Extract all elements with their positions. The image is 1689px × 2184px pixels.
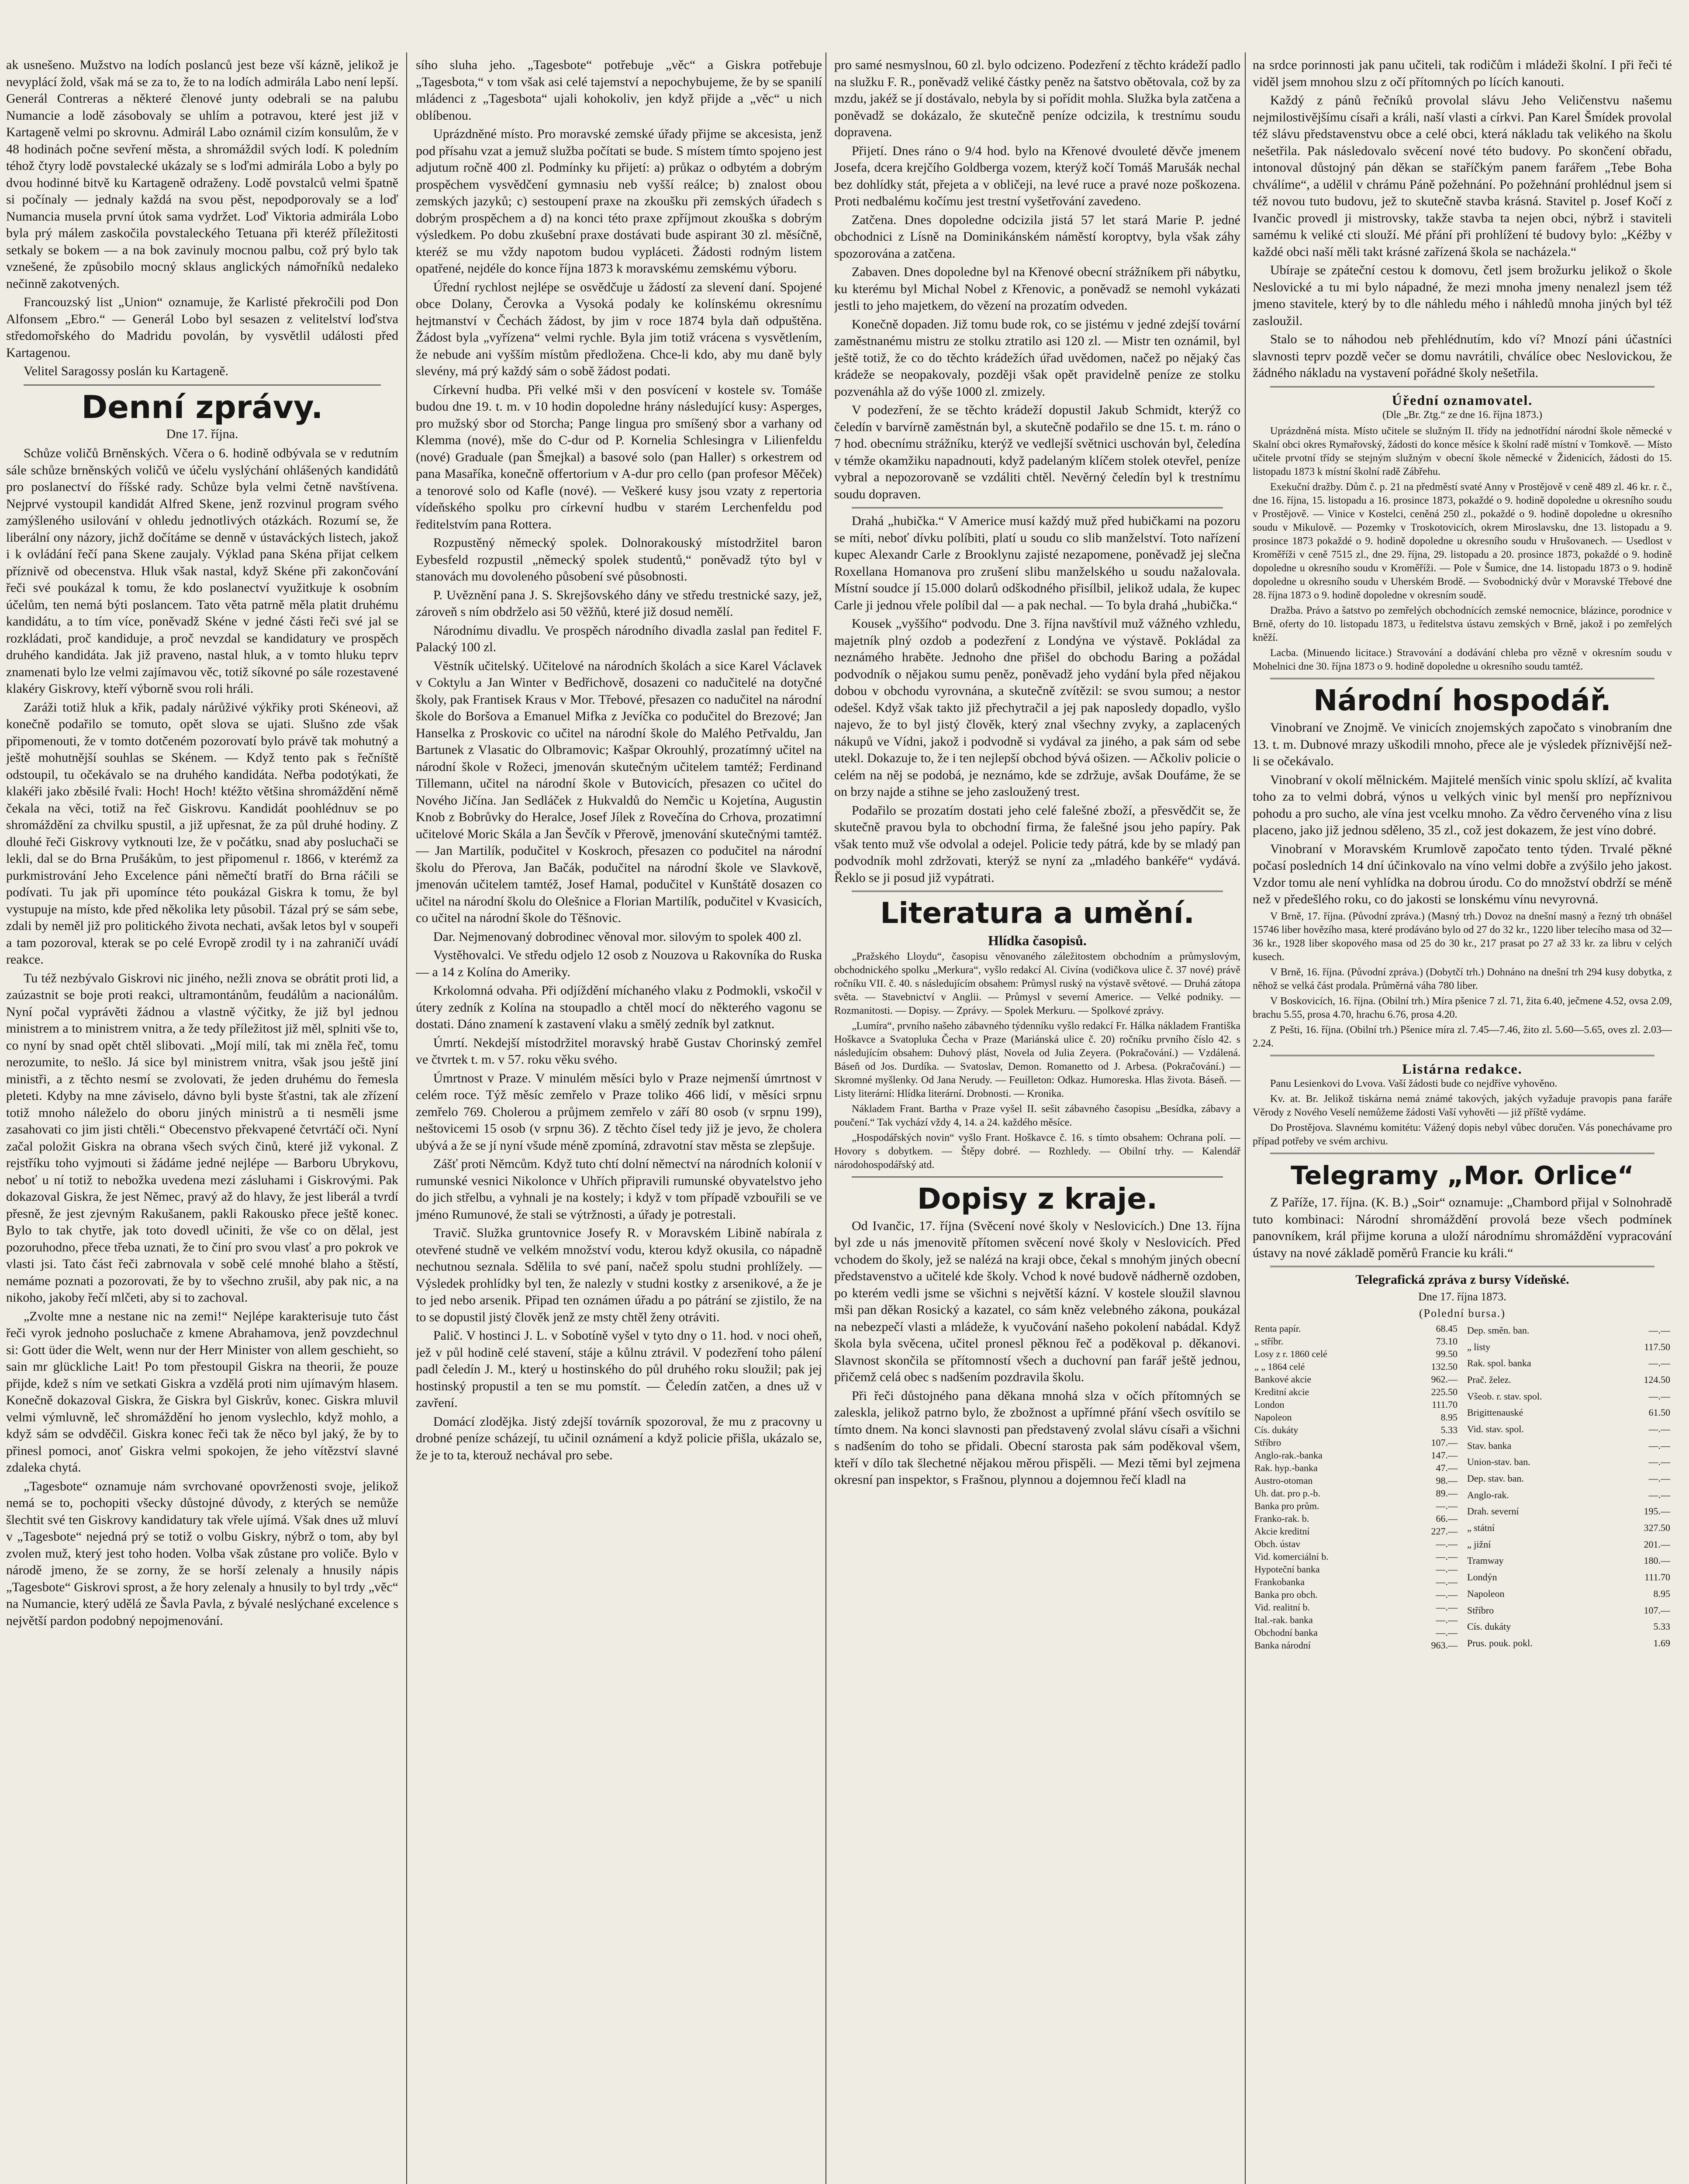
bourse-item: Brigittenauské <box>1467 1407 1523 1418</box>
article-text: Od Ivančic, 17. října (Svěcení nové školy v Neslovicích.) Dne 13. října byl zde u nás jmenovitě přítomen svěcení nové školy v Neslovicích. Před vchodem do školy, jež se nalézá na kraji obce, čekal s mnohým jiných obecní představenstvo a učitelé kde školy. Vchod k nové budově nádherně ozdoben, po kterém vedli jsme se všichni s největší kázní. V kostele sloužil slavnou mši pan děkan Rosický a kazatel, co sám kněz velebného zákona, poukázal na nebezpečí vlasti a mládeže, k vyučování našeho pokolení nabádal. Když škola byla svěcena, učitel pronesl pěknou řeč a poděkoval p. děkanovi. Slavnost skončila se přítomností všech a duchovní pan farář ještě jednou, přičemž celá obec s nadšením pozdravila školu. <box>834 1218 1240 1384</box>
bourse-row <box>1465 1503 1672 1520</box>
column-rule <box>1245 52 1246 2184</box>
article-text: Úmrtnost v Praze. V minulém měsíci bylo v Praze nejmenší úmrtnost v celém roce. Týž měsíc zemřelo v Praze toliko 466 lidí, v měsíci srpnu zemřelo 769. Cholerou a průjmem zemřelo v září 80 osob (v srpnu 199), neštovicemi 15 osob (v srpnu 36). Z těchto čísel tedy již je jevo, že cholera ubývá a že se jí nyní všude méně zpomíná, zdravotní stav města se zlepšuje. <box>416 1071 822 1153</box>
bourse-value: —.— <box>1648 1489 1670 1500</box>
article-text: Přijetí. Dnes ráno o 9/4 hod. bylo na Křenové dvouleté děvče jmenem Josefa, dcera krejčího Goldberga vozem, kterýž kočí Tomáš Marušák nechal bez dohlídky stát, přejeta a v obličeji, na levé ruce a pravé noze poškozena. Proti nedbalému kočímu jest trestní vyšetřování zavedeno. <box>834 143 1240 208</box>
bourse-value: —.— <box>1436 1589 1458 1600</box>
bourse-value: 180.— <box>1644 1555 1670 1566</box>
article-text: Palič. V hostinci J. L. v Sobotíně vyšel v tyto dny o 11. hod. v noci oheň, jež v půl hodině celé stavení, stáje a kůlnu ztrávil. V podezření toho pálení padl čeledín J. M., který u hostinského do půl druhého roku sloužil; pak jej hostinský propustil a ten se mu pomstít. — Čeledín zatčen, a dnes už v zavření. <box>416 1328 822 1410</box>
article-text: Drahá „hubička.“ V Americe musí každý muž před hubičkami na pozoru se míti, neboť dívku políbiti, platí u soudu co slib manželství. Toto nařízení kupec Alexandr Carle z Brooklynu zajisté nezapomene, poněvadž jej slečna Roxellana Homanova pro zrušení slibu manželského u soudu nažalovala. Místní soudce jí 15.000 dolarů odškodného přisílbil, jelikož udala, že kupec Carle ji jednou vřele políbil dal — a pak nechal. — To byla drahá „hubička.“ <box>834 514 1240 612</box>
bourse-item: Stříbro <box>1467 1604 1494 1616</box>
bourse-value: 5.33 <box>1653 1621 1670 1632</box>
article-text: Při řeči důstojného pana děkana mnohá slza v očích přítomných se zaleskla, jelikož patrno bylo, že zbožnost a upřímné přání všech osvítilo se tímto dnem. Na konci slavnosti pan představený zvolal slávu císaři a všichni s nadšením do toho se přidali. Obecní starosta pak sám poděkoval všem, kteří v dílo tak šlechetné nějakou měrou přispěli. — Mezi těmi byl zejmena okresní pan inspektor, s Frašnou, plynnou a dojemnou řečí kladl na <box>834 1388 1240 1487</box>
divider <box>1270 386 1654 387</box>
article-text: „Tagesbote“ oznamuje nám svrchované opovrženosti svoje, jelikož nemá se to, pochopiti všecky důstojné důvody, z kterých se nemůže šlechtit své ten Giskrovy kandidatury tak vřele ujímá. Však dnes už mluví v „Tagesbote“ nejedná prý se totiž o volbu Giskry, nýbrž o tom, aby byl zvolen muž, který jest toho hoden. Volba však zůstane pro voliče. Bylo v národě jmeno, že se zorny, že se horší zelenaly a hnusily nápis „Tagesbote“ Giskrovi sprost, a že hory zelenaly a hnusily to byl trdy „věc“ na Numancie, který udělá ze Šavla Pavla, z bývalé neslýchané excelence s největší pardon podobný nepojmenování. <box>6 1479 398 1628</box>
subsection-source: (Dle „Br. Ztg.“ ze dne 16. října 1873.) <box>1382 409 1542 421</box>
bourse-value: 962.— <box>1431 1373 1458 1385</box>
article-text: Dražba. Právo a šatstvo po zemřelých obchodnících zemské nemocnice, blázince, porodnice v Brně, oferty do 10. listopadu 1873, u ředitelstva ústavu zemských v Brně, jakož i po zemřelých kněží. <box>1253 605 1672 643</box>
bourse-row <box>1253 1398 1459 1411</box>
article-text: Uprázdněné místo. Pro moravské zemské úřady přijme se akcesista, jenž pod přísahu vzat a jemuž služba počítati se bude. S místem tímto spojeno jest adjutum ročně 400 zl. Podmínky ku přijetí: a) průkaz o odbytém a dobrým prospěchem vysvědčení gymnasiu neb vyšší reálce; b) znalost obou zemských jazyků; c) sestoupení praxe na zkoušku při zemských úřadech s dobrým prospěchem a d) na konci této praxe zpříjmout zkouška s dobrým výsledkem. Po dobu zkušební praxe dostávati bude aspirant 30 zl. měsíčně, kteréž se mu vždy napotom budou vypláceti. Žádosti rodným listem opatřené, nejdéle do konce října 1873 k moravskému zemskému výboru. <box>416 127 822 276</box>
bourse-item: Všeob. r. stav. spol. <box>1467 1390 1542 1402</box>
bourse-item: Dep. stav. ban. <box>1467 1473 1524 1484</box>
bourse-value: 132.50 <box>1431 1361 1458 1372</box>
article-text: sího sluha jeho. „Tagesbote“ potřebuje „věc“ a Giskra potřebuje „Tagesbota,“ v tom však asi celé tajemství a nepochybujeme, že by se spanilí mládenci z „Tagesbota“ ujali kohokoliv, jen když přijde a „věc“ u nich oblíbenou. <box>416 58 822 123</box>
bourse-row <box>1253 1550 1459 1563</box>
article-text: Lacba. (Minuendo licitace.) Stravování a dodávání chleba pro vězně v okresním soudu v Mohelnici dne 30. října 1873 o 9. hodině dopoledne u okresního soudu tamtéž. <box>1253 647 1672 672</box>
bourse-item: Renta papír. <box>1254 1323 1301 1334</box>
article-text: Zaráži totiž hluk a křik, padaly nárůživé výkřiky proti Skéneovi, až konečně podařilo se tomuto, opět slova se ujati. Slušno zde však připomenouti, že v tomto dotčeném pozorovatí bylo právě tak mohutný a ještě mohutnější souhlas se Skénem. — Když tento pak s řečníště odstoupil, tu očekávalo se na druhého kandidáta. Neřba podotýkati, že klakéři jako zběsilé řvali: Hoch! Hoch! ktéžto většina shromáždění němě čekala na věci, totiž na řeč Giskrovu. Kandidát poohlédnuv se po shromáždění za chvilku spustil, a již upřesnat, že za půl druhé hodiny. Z dlouhé řeči Giskrovy vytknouti lze, že v počátku, snad aby posluchači se lekli, dal se do Brna Prušákům, to jest připomenul r. 1866, v kterémž za purkmistrování Jeho Excelence páni němečtí bratří do Brna ráčili se podívati. Tu jak při upomínce této poukázal Giskra k tomu, že byl vystupuje na místo, kde před několika lety působil. Tázal prý se sám sebe, zdali by neměl již pro politického života nechati, avšak letos byl v soupeři a tam pozoroval, kterak se po celé Evropě zrodil ty i na zahraničí uvádí reakce. <box>6 700 398 967</box>
bourse-item: Frankobanka <box>1254 1576 1305 1587</box>
bourse-item: Napoleon <box>1467 1588 1505 1599</box>
bourse-row <box>1253 1449 1459 1462</box>
bourse-value: —.— <box>1648 1440 1670 1451</box>
bourse-value: —.— <box>1436 1538 1458 1549</box>
bourse-value: 8.95 <box>1440 1411 1458 1423</box>
bourse-value: 117.50 <box>1644 1341 1670 1352</box>
bourse-item: Uh. dat. pro p.-b. <box>1254 1487 1320 1499</box>
bourse-item: Rak. spol. banka <box>1467 1358 1531 1369</box>
bourse-item: Anglo-rak.-banka <box>1254 1449 1323 1461</box>
bourse-item: Rak. hyp.-banka <box>1254 1462 1318 1473</box>
bourse-row <box>1465 1536 1672 1552</box>
bourse-value: 61.50 <box>1648 1407 1670 1418</box>
article-text: Z Pešti, 16. října. (Obilní trh.) Pšenice míra zl. 7.45—7.46, žito zl. 5.60—5.65, oves zl. 2.03—2.24. <box>1253 1024 1672 1049</box>
bourse-value: 111.70 <box>1644 1572 1670 1583</box>
bourse-value: 107.— <box>1431 1437 1458 1448</box>
subsection-title: Listárna redakce. <box>1402 1061 1523 1077</box>
bourse-value: 8.95 <box>1653 1588 1670 1599</box>
bourse-item: Bankové akcie <box>1254 1373 1312 1385</box>
bourse-value: —.— <box>1648 1358 1670 1369</box>
bourse-value: —.— <box>1436 1563 1458 1575</box>
bourse-value: 124.50 <box>1644 1374 1670 1385</box>
bourse-item: Stříbro <box>1254 1437 1281 1448</box>
column-4 <box>1253 57 1672 2184</box>
bourse-item: Prač. želez. <box>1467 1374 1511 1385</box>
bourse-value: —.— <box>1648 1473 1670 1484</box>
article-text: pro samé nesmyslnou, 60 zl. bylo odcizeno. Podezření z těchto krádeží padlo na služku F. R., poněvadž veliké částky peněz na šatstvo obětovala, což by za mzdu, jakéž se jí dostávalo, nebyla by si pořídit mohla. Služka byla zatčena a poněvadž se dokázalo, že skutečně peníze odcizila, k trestnímu soudu dopravena. <box>834 58 1240 139</box>
bourse-date: Dne 17. října 1873. <box>1418 1290 1506 1303</box>
article-text: V podezření, že se těchto krádeží dopustil Jakub Schmidt, kterýž co čeledín v barvírně zaměstnán byl, a skutečně podařilo se dne 15. t. m. ráno o 7 hod. obecnímu strážníku, kterýž ve vedlejší světnici uschován byl, čeledína v témže okamžiku napadnouti, když padelaným klíčem stolek otevřel, peníze vybral a nepozorovaně se vzdáliti chtěl. Nevěrný čeledín byl k trestnímu soudu dopraven. <box>834 403 1240 501</box>
bourse-value: 89.— <box>1436 1487 1458 1499</box>
column-2 <box>416 57 822 2184</box>
divider <box>24 384 381 386</box>
bourse-value: 195.— <box>1644 1506 1670 1517</box>
divider <box>1270 1266 1654 1267</box>
subsection-title: Hlídka časopisů. <box>988 933 1087 948</box>
article-text: Národnímu divadlu. Ve prospěch národního divadla zaslal pan ředitel F. Palacký 100 zl. <box>416 623 822 654</box>
bourse-value: 98.— <box>1436 1475 1458 1486</box>
bourse-row <box>1253 1373 1459 1386</box>
article-text: Tu též nezbývalo Giskrovi nic jiného, nežli znova se obrátit proti lid, a zaúzastnit se boje proti reakci, ultramontánům, feudálům a nacionálům. Nyní počal vyprávěti žádnou a vlastně výčitky, že již byl jednou ministrem a to ministrem vnitra, a že tedy příležitost již měl, splniti vše to, co nyní by snad opět chtěl slibovati. „Mojí milí, tak mi zněla řeč, tomu nerozumite, to nešlo. Já sice byl ministrem vnitra, však jsou ještě jiní ministři, a z těchto nesmí se zvolovati, že jeden druhému do řemesla pleteti. Kdyby na mne záviselo, dávno byli byste šťastni, tak ale zřízení totiž mnoho náleželo do oboru jiných ministrů a ti nesměli jsme zasahovati co jim jisti chtěli.“ Obecenstvo překvapené četvrtáčí oči. Nyní začal položit Giskra na obrana všech svých činů, které již vykonal. Z rejstříku toho vyjmouti si žádáme jedné nejlépe — Barboru Ubrykovu, neboť u ní totiž to nebožka uvedena mezi zásluhami i Giskrovými. Pak dokazoval Giskra, že jest Němec, pravý až do hlavy, že jest liberál a tvrdí přesně, že jest zjevným Rakušanem, pakli Rakousko přece ještě konec. Bylo to tak chytře, jak toto dovedl učiniti, že vše co on dělal, jest pozoruhodno, přece třeba uznati, že to činí pro svou vlasť a pro pokrok ve vlasti jsi. Tato část řeči zabrnovala v sobě celé mnohé blaho a štěstí, nemáme poznati a pozorovati, že by to všechno zrušil, aby pak nic, a na nikoho, jakoby řečí mlčeti, aby si to zachoval. <box>6 971 398 1305</box>
subsection-title: Úřední oznamovatel. <box>1392 392 1533 408</box>
bourse-item: Drah. severní <box>1467 1506 1519 1517</box>
bourse-value: 201.— <box>1644 1538 1670 1550</box>
article-text: V Boskovicích, 16. října. (Obilní trh.) Míra pšenice 7 zl. 71, žita 6.40, ječmene 4.52, ovsa 2.09, brachu 5.55, prosa 4.70, hrachu 6.76, prosa 4.20. <box>1253 995 1672 1020</box>
bourse-value: 963.— <box>1431 1639 1458 1651</box>
bourse-title: Telegrafická zpráva z bursy Vídeňské. <box>1355 1272 1569 1287</box>
article-text: Věstník učitelský. Učitelové na národních školách a sice Karel Václavek v Coktylu a Jan Winter v Bedřichově, dosazeni co nadučitelé na dotyčné školy, pak Frantisek Kraus v Mor. Třebové, přesazen co nadučitel na národní škole do Boršova a Emanuel Mifka z Jevíčka co podučitel do Brezové; Jan Hanselka z Proskovic co učitel na národní škole do Malého Petřvaldu, Jan Bartunek z Vlasatic do Olbramovic; Kašpar Okrouhlý, prozatímný učitel na národní škole v Rožeci, jmenován skutečným učitelem tamtéž; Ferdinand Tillemann, učitel na národní škole v Butovicích, přesazen co učitel do Nového Jičína. Jan Sedláček z Hukvaldů do Nemčic u Kojetína, Augustin Knob z Bobrůvky do Heralce, Josef Jílek z Rovečína do Crhova, prozatimní učitelové Moric Skála a Jan Ševčík v Přerově, jmenování skutečnými tamtéž. — Jan Martilík, podučitel v Koskroch, přesazen co podučitel na národní školu do Přerova, Jan Bačák, podučitel na národní škole ve Slavkově, jmenován učitelem tamtéž, Josef Hamal, podučitel v Kunštátě dosazen co učitel na národní školu do Olešnice a Florian Martilík, podučitel v Kvasicích, co učitel na národní škole do Těšnovic. <box>416 658 822 925</box>
bourse-item: Union-stav. ban. <box>1467 1456 1530 1468</box>
bourse-item: Losy z r. 1860 celé <box>1254 1348 1327 1359</box>
article-text: Panu Lesienkovi do Lvova. Vaší žádosti bude co nejdříve vyhověno. <box>1270 1078 1558 1089</box>
article-text: na srdce porinnosti jak panu učiteli, tak rodičům i mládeži školní. I při řeči té viděl jsem mnohou slzu z očí přítomných po lících kanouti. <box>1253 58 1672 89</box>
bourse-item: Franko-rak. b. <box>1254 1513 1309 1524</box>
article-text: Rozpustěný německý spolek. Dolnorakouský místodržitel baron Eybesfeld rozpustil „německý spolek studentů,“ poněvadž týto byl v stanovách mu dovoleného působení své působnosti. <box>416 536 822 584</box>
bourse-value: 47.— <box>1436 1462 1458 1473</box>
article-text: Zášť proti Němcům. Když tuto chtí dolní němectví na národních kolonií v rumunské vesnici Nikolonce v Uhřích připravili rumunské obyvatelstvo jeho do jich střelbu, a vyhnali je na kostely; i když v tom případě vzbouřili se ve jméno Rumunové, že stali se výtržnosti, a úřady je potrestali. <box>416 1157 822 1222</box>
article-text: Podařilo se prozatím dostati jeho celé falešné zboží, a přesvědčit se, že skutečně pravou byla to obchodní firma, že falešné jsou jeho papíry. Pak však tento muž vše odvolal a odejel. Policie tedy pátrá, kde by se mladý pan podvodník mohl zdržovati, kterýž se nyní za „mladého bankéře“ vydává. Řeklo se ji posud již vypátrati. <box>834 803 1240 885</box>
article-text: Domácí zlodějka. Jistý zdejší továrník spozoroval, že mu z pracovny u drobné peníze scházejí, tu učinil oznámení a když policie přišla, ukázalo se, že je to ta, kterouž nechával pro sebe. <box>416 1414 822 1462</box>
bourse-value: —.— <box>1436 1627 1458 1638</box>
section-title-dopisy: Dopisy z kraje. <box>917 1182 1158 1216</box>
bourse-row <box>1253 1601 1459 1614</box>
bourse-value: —.— <box>1648 1324 1670 1336</box>
bourse-row <box>1253 1525 1459 1538</box>
bourse-row <box>1253 1512 1459 1525</box>
bourse-item: Prus. pouk. pokl. <box>1467 1638 1533 1649</box>
article-text: „Pražského Lloydu“, časopisu věnovaného záležitostem obchodním a průmyslovým, obchodnického spolku „Merkura“, vyšlo redakcí Al. Civína (vodičkova ulice č. 37 nové) právě ročníku VII. č. 40. s následujícím obsahem: Průmysl ruský na výstavě světové. — Druhá zátopa světa. — Stavebnictví v Anglii. — Průmysl v severní Americe. — Velké podniky. — Rozmanitosti. — Dopisy. — Zprávy. — Spolek Merkuru. — Spolkové zprávy. <box>834 950 1240 1016</box>
bourse-item: Stav. banka <box>1467 1440 1512 1451</box>
bourse-item: Banka pro prům. <box>1254 1500 1319 1511</box>
bourse-item: Banka národní <box>1254 1639 1311 1651</box>
bourse-row <box>1253 1626 1459 1639</box>
bourse-value: 227.— <box>1431 1525 1458 1537</box>
divider <box>852 891 1223 892</box>
bourse-value: 5.33 <box>1440 1424 1458 1435</box>
bourse-item: Vid. realitní b. <box>1254 1601 1310 1613</box>
bourse-value: 327.50 <box>1644 1522 1670 1534</box>
bourse-value: —.— <box>1648 1456 1670 1468</box>
bourse-row <box>1465 1520 1672 1536</box>
bourse-item: „ státní <box>1467 1522 1495 1534</box>
bourse-row <box>1465 1388 1672 1404</box>
bourse-row <box>1465 1635 1672 1652</box>
bourse-item: Napoleon <box>1254 1411 1292 1423</box>
bourse-row <box>1253 1322 1459 1335</box>
article-text: Úmrtí. Nekdejší místodržitel moravský hrabě Gustav Chorinský zemřel ve čtvrtek t. m. v 57. roku věku svého. <box>416 1035 822 1067</box>
article-text: Travič. Služka gruntovnice Josefy R. v Moravském Libině nabírala z otevřené studně ve velkém množství vodu, kterou když okusila, co nápadně nechutnou seznala. Sdělila to své paní, načež spolu studni prohlížely. — Výsledek prohlídky byl ten, že nalezly v studni kostky z arsenikové, a že je to jed nebo arsenik. Připad ten oznámen úřadu a po pátrání se zjistilo, že na to se dopustil jistý člověk jenž ze msty chtěl ženy otráviti. <box>416 1226 822 1324</box>
article-text: Každý z pánů řečníků provolal slávu Jeho Veličenstvu našemu nejmilostivějšímu císaři a králi, naší vlasti a církvi. Pan Karel Šmídek provolal též slávu představenstvu obce a celé obci, která nákladu tak velikého na školu nešetřila. Pak následovalo svěcení nové této budovy. Po skončení obřadu, intonoval důstojný pán děkan se staříčkým panem farářem „Tebe Boha chválíme“, a udělil v chrámu Páně požehnání. Po požehnání prohlédnul jsem si též novou tuto budovu, jež to skutečně stavba krásná. Stavitel p. Josef Kočí z Ivančic provedl ji mistrovsky, takže stavba ta nejen obci, nýbrž i staviteli samému k veliké cti slouží. Mé přání při prohlížení té budovy bylo: „Kéžby v každé obci naší měli takt krásné zařízená škola se nacházela.“ <box>1253 93 1672 259</box>
column-3 <box>834 57 1240 2184</box>
article-text: P. Uvěznění pana J. S. Skrejšovského dány ve středu trestnické sazy, jež, zároveň s ním obdrželo asi 50 věžňů, které již dosud nemělí. <box>416 587 822 619</box>
bourse-item: Cís. dukáty <box>1467 1621 1511 1632</box>
section-title-denni-zpravy: Denní zprávy. <box>81 388 323 425</box>
bourse-row <box>1253 1538 1459 1550</box>
bourse-item: Ital.-rak. banka <box>1254 1614 1313 1625</box>
article-text: Velitel Saragossy poslán ku Kartageně. <box>24 364 229 378</box>
bourse-item: Dep. směn. ban. <box>1467 1324 1530 1336</box>
bourse-value: —.— <box>1648 1390 1670 1402</box>
bourse-row <box>1253 1386 1459 1398</box>
bourse-row <box>1253 1639 1459 1652</box>
bourse-row <box>1253 1411 1459 1424</box>
article-text: Stalo se to náhodou neb přehlédnutím, kdo ví? Mnozí páni účastníci slavnosti teprv pozdě večer se domu navrátili, chválíce obec Neslovickou, že žádného nákladu na vystavení pořádné školy nešetřila. <box>1253 332 1672 380</box>
bourse-row <box>1465 1421 1672 1438</box>
bourse-row <box>1253 1348 1459 1360</box>
bourse-row <box>1465 1355 1672 1372</box>
divider <box>852 507 1223 508</box>
bourse-row <box>1253 1563 1459 1576</box>
section-title-telegramy: Telegramy „Mor. Orlice“ <box>1291 1161 1634 1190</box>
bourse-item: London <box>1254 1399 1285 1410</box>
bourse-row <box>1465 1552 1672 1569</box>
article-text: V Brně, 16. října. (Původní zpráva.) (Dobytčí trh.) Dohnáno na dnešní trh 294 kusy dobytka, z něhož se velká část prodala. Průměrná váha 780 liber. <box>1253 966 1672 992</box>
column-1 <box>6 57 398 2184</box>
article-text: Vystěhovalci. Ve středu odjelo 12 osob z Nouzova u Rakovníka do Ruska — a 14 z Kolína do Ameriky. <box>416 948 822 979</box>
bourse-value: —.— <box>1436 1614 1458 1625</box>
bourse-row <box>1253 1500 1459 1512</box>
bourse-row <box>1465 1569 1672 1586</box>
bourse-row <box>1465 1486 1672 1503</box>
bourse-row <box>1465 1602 1672 1618</box>
bourse-item: Londýn <box>1467 1572 1497 1583</box>
bourse-table-left <box>1253 1322 1459 1652</box>
bourse-row <box>1253 1335 1459 1348</box>
article-text: Církevní hudba. Při velké mši v den posvícení v kostele sv. Tomáše budou dne 19. t. m. v 10 hodin dopoledne hrány následující kusy: Asperges, pro mužský sbor od Storcha; Pange lingua pro smíšený sbor a varhany od Klemma (nové), mše do C-dur od P. Kornelia Schlesingra v Lilienfeldu (nové) Graduale (pan Šmejkal) a basové solo (pan Haller) s orkestrem od pana Masaříka, konečně offertorium v A-dur pro cello (pan profesor Měček) a tenorové solo od Kafle (nové). — Veškeré kusy jsou vzaty z repertoria vídeňského spolku pro církevní hudbu v starém Lerchenfeldu pod ředitelstvím pana Rottera. <box>416 382 822 532</box>
bourse-row <box>1253 1360 1459 1373</box>
bourse-row <box>1465 1470 1672 1487</box>
bourse-item: Tramway <box>1467 1555 1504 1566</box>
bourse-item: Kreditní akcie <box>1254 1386 1309 1397</box>
section-title-narodni-hospodar: Národní hospodář. <box>1313 684 1611 717</box>
bourse-row <box>1465 1404 1672 1421</box>
bourse-item: Obch. ústav <box>1254 1538 1301 1549</box>
article-text: „Zvolte mne a nestane nic na zemi!“ Nejlépe karakterisuje tuto část řeči vyrok jednoho posluchače z kmene Abrahamova, jenž povzdechnul si: Gott üder die Welt, wenn nur der Herr Minister von allem geschieht, so sain mr glückliche Lait! Po tom přestoupil Giskra na theorii, že pouze přijde, kdež s ním ve setkati Giskra a vzdělá proti nim ujímavým hlasem. Konečně dokazoval Giskra, že Giskra byl Giskrův, konec. Giskra mluvil velmi výmluvně, leč shromáždění ho jenom vyslechlo, když mohlo, a když sám se odvděčil. Giskra konec řeči tak že něco byl jaký, že by to přinesl pomoci, anoť Giskra velmi spokojen, že jeho vítězství slavné zdaleka chytá. <box>6 1309 398 1475</box>
bourse-item: „ jižní <box>1467 1538 1491 1550</box>
divider <box>1270 1153 1654 1154</box>
bourse-row <box>1253 1614 1459 1626</box>
bourse-item: Hypoteční banka <box>1254 1563 1320 1575</box>
bourse-value: —.— <box>1436 1601 1458 1613</box>
section-date: Dne 17. října. <box>166 426 238 441</box>
bourse-value: —.— <box>1436 1576 1458 1587</box>
bourse-value: —.— <box>1436 1500 1458 1511</box>
article-text: Kousek „vyššího“ podvodu. Dne 3. října navštívil muž vážného vzhledu, majetník plný ozdob a podezření z Londýna ve výstavě. Pokládal za neznámého hraběte. Jednoho dne přišel do obchodu Baring a požádal podvodník o nějakou sumu peněz, poněvadž jeho vydání byla před nějakou dobou v obchodu vyrovnána, a skutečně zvítězil: se svou sumou; a nestor odešel. Když však takto již přechytračil a jej pak naposledy dopadlo, vyšlo najevo, že to byl jistý člověk, který znal všechny zvyky, a zaplacených nákupů ve Vídni, jakož i podvodně si vydával za jiného, a pak sám od sebe utekl. Dokazuje to, že i ten nejlepší obchod bývá ošizen. — Ačkoliv policie o celém na něj se podobá, je neznámo, kde se zdržuje, avšak Doufáme, že se on brzy najde a stihne se jeho zasloužený trest. <box>834 616 1240 799</box>
bourse-item: „ listy <box>1467 1341 1491 1352</box>
article-text: Francouzský list „Union“ oznamuje, že Karlisté překročili pod Don Alfonsem „Ebro.“ — Generál Lobo byl sesazen z velitelství loďstva středomořského do Madridu povolán, by vysvětlil události před Kartagenou. <box>6 295 398 360</box>
bourse-value: —.— <box>1648 1423 1670 1434</box>
section-title-literatura: Literatura a umění. <box>880 896 1195 930</box>
article-text: Schůze voličů Brněnských. Včera o 6. hodině odbývala se v redutním sále schůze brněnských voličů ve účelu vyslýchání ohlášených kandidátů pro poslanectví do říšské rady. Schůze byla velmi četně navštívena. Nejprvé vystoupil kandidát Alfred Skene, jenž rozvinul program svého zamýšleného usilování v ohledu jednotlivých otázkách. Rozumí se, že liberální ony názory, jichž dočítáme se denně v ústaváckých listech, jakož i k ovládání řečí pana Skene zaujaly. Výklad pana Skéna přijat celkem příznivě od obecenstva. Hluk však nastal, když Skéne při zakončování řeči své poukázal k tomu, že kdo poslanectví využitkuje k osobním účelům, ten nemá býti poslancem. Tato věta patrně měla platit druhému kandidátu, a to tím více, poněvadž Skéne v jedné části řeči své jal se rozkládati, proč kandiduje, a proč nevzdal se kandidatury ve prospěch druhého kandidáta. Jak již praveno, nastal hluk, a v tomto hluku teprv znamenati bylo lze velmi zajímavou věc, totiž síkovné po sále rozestavené klakéry Giskrovy, kteří výborně svou roli hráli. <box>6 446 398 696</box>
bourse-item: „ stříbr. <box>1254 1335 1283 1347</box>
bourse-value: 107.— <box>1644 1604 1670 1616</box>
article-text: „Lumíra“, prvního našeho zábavného týdenníku vyšlo redakcí Fr. Hálka nákladem Františka Hoškavce a Svatopluka Čecha v Praze (Mariánská ulice č. 20) ročníku prvního číslo 42. s následujícím obsahem: Duhový plást, Novela od Julia Zeyera. (Pokračování.) — Vzdálená. Báseň od Jos. Durdíka. — Svatoslav, Demon. Romanetto od J. Arbesa. (Pokračování.) — Skromné myšlenky. Od Jana Nerudy. — Feuilleton: Odkaz. Humoreska. Hlas života. Báseň. — Listy literární: Hlídka literární. Drobnosti. — Kronika. <box>834 1020 1240 1099</box>
bourse-subtitle: (Polední bursa.) <box>1419 1307 1506 1320</box>
bourse-item: Cís. dukáty <box>1254 1424 1299 1435</box>
bourse-row <box>1253 1576 1459 1588</box>
article-text: Kv. at. Br. Jelikož tiskárna nemá známé takových, jakých vyžaduje pravopis pana faráře Věrody z Nového Veselí nemůžeme žádosti Vaší vyhověti — již příště vydáme. <box>1253 1093 1672 1118</box>
bourse-row <box>1465 1437 1672 1454</box>
bourse-value: 99.50 <box>1436 1348 1458 1359</box>
article-text: Z Paříže, 17. října. (K. B.) „Soir“ oznamuje: „Chambord přijal v Solnohradě tuto kombinaci: Národní shromáždění provolá beze všech podmínek panovníkem, král přijme koruna a uloží národnímu shromáždění vypracování ústavy na nové základě poměrů Francie ku králi.“ <box>1253 1195 1672 1260</box>
article-text: Krkolomná odvaha. Při odjíždění míchaného vlaku z Podmokli, vskočil v útery zedník z Kolína na stoupadlo a chtěl mocí do některého vagonu se dostati. Dáno znamení k zastavení vlaku a smělý zedník byl zatknut. <box>416 983 822 1031</box>
bourse-value: 73.10 <box>1436 1335 1458 1347</box>
article-text: Vinobraní v okolí mělnickém. Majitelé menších vinic spolu sklízí, ač kvalita toho za to velmi dobrá, výnos u velkých vinic byl menší pro nepříznivou pohodu a pro sucho, ale vína jest vcelku mnoho. Za vědro červeného vína z lisu placeno, jako již jednou sděleno, 35 zl., což jest dokazem, že jest víno dobré. <box>1253 772 1672 837</box>
bourse-item: Akcie kreditní <box>1254 1525 1310 1537</box>
article-text: Vinobraní ve Znojmě. Ve vinicích znojemských započato s vinobraním dne 13. t. m. Dubnové mrazy uškodili mnoho, přece ale je výsledek příznivější než-li se očekávalo. <box>1253 720 1672 768</box>
bourse-row <box>1465 1338 1672 1355</box>
bourse-item: Vid. komerciální b. <box>1254 1551 1329 1562</box>
bourse-row <box>1253 1424 1459 1436</box>
bourse-table-right <box>1465 1322 1672 1652</box>
article-text: Zatčena. Dnes dopoledne odcizila jistá 57 let stará Marie P. jedné obchodnici z Lísně na Dominikánském náměstí koroptvy, byla však záhy spozorována a zatčena. <box>834 212 1240 261</box>
article-text: Dar. Nejmenovaný dobrodinec věnoval mor. silovým to spolek 400 zl. <box>433 929 802 944</box>
divider <box>852 1176 1223 1178</box>
article-text: Zabaven. Dnes dopoledne byl na Křenové obecní strážníkem při nábytku, ku kterému byl Michal Nobel z Křenovic, a poněvadž se nemohl vykázati jestli to jeho majetkem, do vězení na prozatím odveden. <box>834 265 1240 313</box>
bourse-row <box>1253 1436 1459 1449</box>
bourse-row <box>1465 1454 1672 1470</box>
article-text: Exekuční dražby. Dům č. p. 21 na předměstí svaté Anny v Prostějově v ceně 489 zl. 46 kr. r. č., dne 16. října, 15. listopadu a 16. prosince 1873, pokaždé o 9. hodině dopoledne u okresního soudu v Prostějově. — Vinice v Kostelci, ceněná 250 zl., pokaždé o 9. hodině dopoledne u okresního soudu v Mikulově. — Pozemky v Troskotovicích, okrem Miroslavsku, dne 13. listopadu a 9. prosince 1873 pokaždé o 9. hodině dopoledne u okresního soudu v Hrušovanech. — Usedlost v Kroměříži v ceně 7515 zl., dne 29. října, 29. listopadu a 20. prosince 1873, pokaždé o 9. hodině dopoledne u okresního soudu v Kroměříži. — Pole v Šumice, dne 14. listopadu 1873 o 9. hodině dopoledne u okresního soudu v Uherském Brodě. — Svobodnický dvůr v Moravské Třebové dne 28. října 1873 o 9. hodině dopoledne v okresním soudě. <box>1253 481 1672 601</box>
bourse-item: Obchodní banka <box>1254 1627 1318 1638</box>
bourse-item: Anglo-rak. <box>1467 1489 1509 1500</box>
article-text: Úřední rychlost nejlépe se osvědčuje u žádostí za slevení daní. Spojené obce Dolany, Čerovka a Vysoká podaly ke kolínskému okresnímu hejtmanství v Čechách žádost, by jim v roce 1874 byla daň odpuštěna. Žádost byla „vyřízena“ velmi rychle. Byla jim totiž vrácena s vysvětlením, že nebude ani vyšším místům předložena. Chce-li kdo, aby mu daně byly slevény, má prý každý sám o sobě žádost podati. <box>416 280 822 378</box>
bourse-row <box>1465 1618 1672 1635</box>
bourse-value: —.— <box>1436 1551 1458 1562</box>
article-text: „Hospodářských novin“ vyšlo Frant. Hoškavce č. 16. s tímto obsahem: Ochrana polí. — Hovory s dobytkem. — Štěpy dobré. — Rozhledy. — Obilní trhy. — Kalendář národohospodářský atd. <box>834 1132 1240 1171</box>
bourse-value: 68.45 <box>1436 1323 1458 1334</box>
bourse-value: 1.69 <box>1653 1638 1670 1649</box>
divider <box>1270 678 1654 679</box>
bourse-row <box>1253 1462 1459 1474</box>
bourse-row <box>1465 1372 1672 1388</box>
divider <box>1270 1055 1654 1056</box>
bourse-value: 147.— <box>1431 1449 1458 1461</box>
column-rule <box>406 52 407 2184</box>
bourse-row <box>1465 1586 1672 1602</box>
article-text: Nákladem Frant. Bartha v Praze vyšel II. sešit zábavného časopisu „Besídka, zábavy a poučení.“ Tak vychází vždy 4, 14. a 24. každého měsíce. <box>834 1103 1240 1128</box>
bourse-item: Austro-otoman <box>1254 1475 1313 1486</box>
bourse-row <box>1465 1322 1672 1339</box>
bourse-table-wrap <box>1253 1322 1672 1652</box>
bourse-item: Vid. stav. spol. <box>1467 1423 1524 1434</box>
bourse-value: 225.50 <box>1431 1386 1458 1397</box>
article-text: Do Prostějova. Slavnému komitétu: Vážený dopis nebyl vůbec doručen. Vás ponechávame pro případ potřeby ve svém archivu. <box>1253 1122 1672 1147</box>
bourse-row <box>1253 1588 1459 1601</box>
bourse-row <box>1253 1474 1459 1487</box>
bourse-row <box>1253 1487 1459 1500</box>
bourse-value: 66.— <box>1436 1513 1458 1524</box>
bourse-item: Banka pro obch. <box>1254 1589 1318 1600</box>
article-text: Vinobraní v Moravském Krumlově započato tento týden. Trvalé pěkné počasí posledních 14 dní účinkovalo na víno velmi dobře a zvýšilo jeho jakost. Vzdor tomu ale není vyhlídka na dobrou úrodu. Co do množství obdrží se méně než v předešlého roku, co do jakosti se lonskému vínu nevyrovná. <box>1253 841 1672 906</box>
article-text: V Brně, 17. října. (Původní zpráva.) (Masný trh.) Dovoz na dnešní masný a řezný trh obnášel 15746 liber hovězího masa, které prodáváno bylo od 27 do 32 kr., 1220 liber telecího masa od 32—36 kr., 1928 liber skopového masa od 25 do 30 kr., 217 prasat po 27 až 33 kr. za libru v celých kusech. <box>1253 910 1672 963</box>
article-text: Ubíraje se zpáteční cestou k domovu, četl jsem brožurku jelikož o škole Neslovické a tu mi bylo nápadné, že mezi mnoha jmeny nenalezl jsem též jmeno stavitele, který by to dle náhledu mého i náhledů mnoha jiných byl též zasloužil. <box>1253 263 1672 328</box>
bourse-value: 111.70 <box>1432 1399 1458 1410</box>
article-text: Uprázdněná místa. Místo učitele se služným II. třídy na jednotřídní národní škole německé v Skalní obci okres Rymařovský, žádosti do konce měsíce k školní radě místní v Tomkově. — Místo učitele prvotní třídy se stejným služným v obecní škole německé v Židenicích, žádosti do 15. listopadu 1873 k místní školní radě Zábřehu. <box>1253 425 1672 477</box>
bourse-item: „ „ 1864 celé <box>1254 1361 1305 1372</box>
article-text: Konečně dopaden. Již tomu bude rok, co se jistému v jedné zdejší tovární zaměstnanému mistru ze stolku ztratilo asi 120 zl. — Mistr ten oznámil, byl ještě totiž, že co do těchto krádežích úřad uvědomen, načež po nějaký čas krádeže se neopakovaly, později však opět pravidelně peníze ze stolku pozvenáhla až do výše 1000 zl. zmizely. <box>834 317 1240 399</box>
article-text: ak usnešeno. Mužstvo na lodích poslanců jest beze vší kázně, jelikož je nevyplácí žold, však má se za to, že to na lodích admirála Labo není lepší. Generál Contreras a některé členové junty odebrali se na palubu Numancie a lodě zásobovaly se uhlím a potravou, které jest již v Kartageně velmi po skrovnu. Admirál Labo oznámil cizím konsulům, že v 48 hodinách počne sevření města, a shromáždil svých lodí. K poledním téhož čtyry lodě povstalecké ukázaly se s loďmi admirála Lobo a byly po dvou hodinné bitvě ku Kartageně odraženy. Lodě povstalců velmi špatně si počínaly — jednaly každá na svou pěst, nepodporovaly se a loď Numancia musela první útok sama vydržet. Loď Viktoria admirála Lobo byla prý málem zaskočila povstaleckého Tetuana při kteréž příležitosti setkaly se bokem — a na bok zavinuly mocnou palbu, což prý bylo tak vznešené, že způsobilo mocný sklaus anglických námořníků nedaleko nečinně zakotvených. <box>6 58 398 291</box>
